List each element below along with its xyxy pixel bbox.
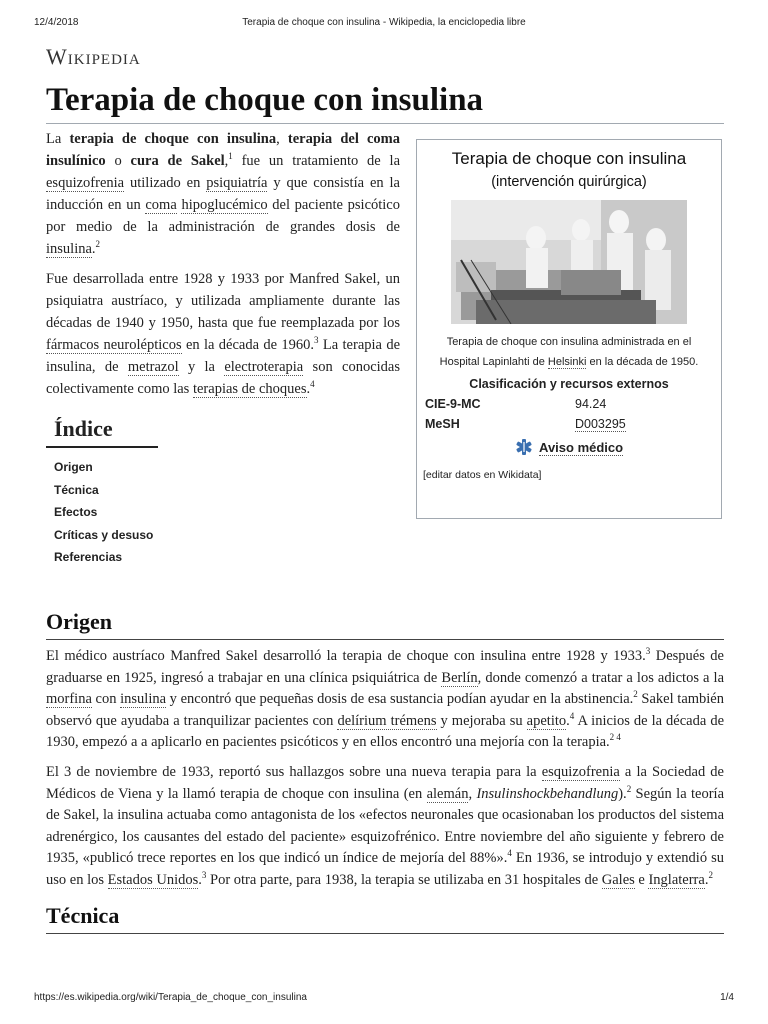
inline-link[interactable]: Berlín — [441, 669, 478, 686]
italic-term: Insulinshockbehandlung — [476, 785, 619, 802]
intro-section — [46, 128, 400, 408]
infobox-row-cie — [417, 397, 721, 411]
inline-link[interactable]: Inglaterra — [648, 871, 705, 888]
citation-ref[interactable]: 2 — [708, 869, 713, 880]
infobox-row-value: 94.24 — [575, 397, 607, 411]
citation-ref[interactable]: 4 — [569, 710, 575, 721]
inline-link[interactable]: Helsinki — [547, 356, 587, 368]
inline-link[interactable]: esquizofrenia — [46, 175, 125, 191]
print-doc-title: Terapia de choque con insulina - Wikipedia, la enciclopedia libre — [242, 17, 526, 28]
print-page-number: 1/4 — [720, 992, 734, 1003]
section-heading-tecnica: Técnica — [46, 903, 724, 934]
inline-link[interactable]: delírium trémens — [337, 712, 437, 729]
infobox-caption: Terapia de choque con insulina administrada en el Hospital Lapinlahti de Helsinki en la década de 1950. — [439, 336, 699, 368]
origen-text-1: El médico austríaco Manfred Sakel desarrolló la terapia de choque con insulina entre 1928 y 1933.$^3$ Después de graduarse en 1925, ingresó a trabajar en una clínica psiquiátrica de Berlín, donde comenzó a tratar a los adictos a la morfina con insulina y encontró que pequeñas dosis de esa sustancia podían ayudar en la abstinencia.$^2$ Sakel también observó que ayudaba a tranquilizar pacientes con delírium trémens y mejoraba su apetito.$^4$ A inicios de la década de 1930, empezó a a aplicarlo en pacientes psicóticos y en ellos encontró una mejoría con la terapia.$^{2 4}$ — [46, 646, 725, 750]
origen-paragraph-2 — [46, 762, 724, 891]
inline-link[interactable]: fármacos neurolépticos — [46, 337, 182, 353]
infobox-row-value[interactable]: D003295 — [575, 417, 626, 431]
toc-item[interactable]: Referencias — [54, 550, 123, 564]
inline-link[interactable]: Estados Unidos — [107, 871, 199, 888]
toc-item[interactable]: Críticas y desuso — [54, 527, 154, 542]
citation-ref[interactable]: 3 — [201, 869, 207, 880]
bold-term: terapia de choque con insulina — [69, 131, 277, 147]
edit-wikidata-link[interactable]: [editar datos en Wikidata] — [423, 469, 542, 481]
infobox-row-mesh — [417, 417, 721, 432]
citation-ref[interactable]: 3 — [645, 646, 651, 657]
toc-item[interactable]: Técnica — [54, 482, 99, 497]
medical-warning[interactable] — [417, 438, 721, 459]
inline-link[interactable]: apetito — [526, 712, 567, 729]
toc-item[interactable]: Origen — [54, 460, 93, 474]
infobox — [416, 139, 722, 519]
citation-ref[interactable]: 2 — [95, 239, 101, 250]
infobox-row-key[interactable]: CIE-9-MC — [425, 397, 481, 411]
page-title: Terapia de choque con insulina — [46, 82, 724, 124]
inline-link[interactable]: hipoglucémico — [181, 197, 268, 213]
wikipedia-logo[interactable]: Wikipedia — [46, 44, 141, 69]
inline-link[interactable]: terapias de choques — [192, 381, 307, 397]
intro-paragraph-1: La terapia de choque con insulina, terapia del coma insulínico o cura de Sakel,$^1$ fue un tratamiento de la esquizofrenia utilizado en psiquiatría y que consistía en la inducción en un coma hipoglucémico del paciente psicótico por medio de la administración de grandes dosis de insulina.$^2$ — [46, 131, 401, 257]
infobox-row-key[interactable]: MeSH — [425, 417, 460, 431]
citation-ref[interactable]: 2 4 — [609, 732, 621, 743]
infobox-title: Terapia de choque con insulina — [451, 149, 687, 168]
bold-term: terapia del coma insulínico — [46, 131, 401, 169]
inline-link[interactable]: morfina — [46, 691, 92, 707]
citation-ref[interactable]: 4 — [507, 848, 512, 859]
toc-item[interactable]: Efectos — [54, 505, 98, 519]
citation-ref[interactable]: 4 — [310, 379, 315, 390]
toc-title: Índice — [46, 416, 158, 448]
infobox-classification-heading: Clasificación y recursos externos — [469, 377, 669, 391]
inline-link[interactable]: alemán — [426, 785, 469, 802]
medical-warning-link[interactable]: Aviso médico — [539, 439, 624, 455]
origen-paragraph-1 — [46, 646, 724, 754]
toc-list — [54, 456, 166, 569]
infobox-photo[interactable] — [451, 200, 687, 324]
inline-link[interactable]: metrazol — [127, 359, 179, 375]
bold-term: cura de Sakel — [130, 153, 225, 169]
citation-ref[interactable]: 3 — [314, 335, 319, 346]
inline-link[interactable]: insulina — [46, 241, 92, 257]
table-of-contents — [46, 416, 166, 569]
print-date: 12/4/2018 — [34, 17, 79, 28]
print-url[interactable]: https://es.wikipedia.org/wiki/Terapia_de_choque_con_insulina — [34, 992, 307, 1003]
infobox-subtitle: (intervención quirúrgica) — [491, 174, 647, 190]
intro-paragraph-2: Fue desarrollada entre 1928 y 1933 por Manfred Sakel, un psiquiatra austríaco, y utilizada ampliamente durante las décadas de 1940 y 1950, hasta que fue reemplazada por los fármacos neurolépticos en la década de 1960.$^3$ La terapia de insulina, de metrazol y la electroterapia son conocidas colectivamente como las terapias de choques.$^4$ — [46, 271, 400, 397]
inline-link[interactable]: electroterapia — [224, 359, 304, 375]
inline-link[interactable]: insulina — [120, 691, 167, 707]
origen-text-2: El 3 de noviembre de 1933, reportó sus hallazgos sobre una nueva terapia para la esquizofrenia a la Sociedad de Médicos de Viena y la llamó terapia de choque con insulina (en alemán, Insulinshockbehandlung).$^2$ Según la teoría de Sakel, la insulina actuaba como antagonista de los «efectos neuronales que ocasionaban los productos del sistema adrenérgico, los causantes del estado del paciente» esquizofrénico. Entre noviembre del año siguiente y febrero de 1935, «publicó trece reportes en los que indicó un índice de mejoría del 88%».$^4$ En 1936, se introdujo y extendió su uso en los Estados Unidos.$^3$ Por otra parte, para 1938, la terapia se utilizaba en 31 hospitales de Gales e Inglaterra.$^2$ — [46, 764, 725, 888]
citation-ref[interactable]: 2 — [626, 783, 632, 794]
section-heading-origen: Origen — [46, 609, 724, 640]
citation-ref[interactable]: 1 — [228, 151, 233, 162]
inline-link[interactable]: Gales — [601, 871, 635, 888]
star-of-life-icon — [515, 438, 533, 459]
inline-link[interactable]: psiquiatría — [206, 175, 268, 191]
inline-link[interactable]: coma — [145, 197, 177, 213]
inline-link[interactable]: esquizofrenia — [541, 764, 620, 780]
citation-ref[interactable]: 2 — [633, 689, 638, 700]
